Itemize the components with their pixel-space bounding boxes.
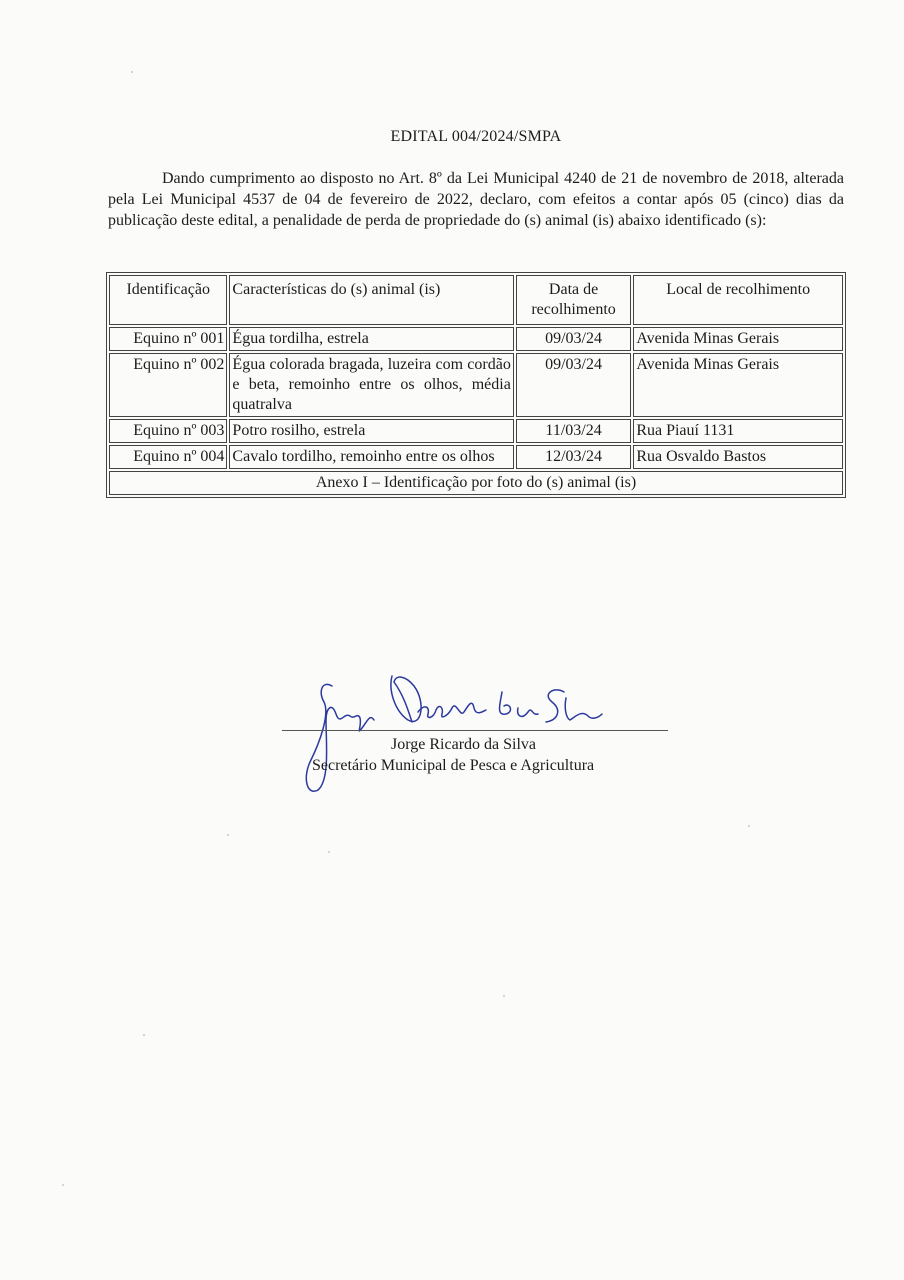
header-date-line2: recolhimento [531, 301, 616, 318]
signature-line [282, 730, 668, 731]
signatory-name: Jorge Ricardo da Silva [391, 736, 537, 753]
header-identification: Identificação [109, 275, 227, 325]
signature-stroke [391, 676, 421, 722]
signature-stroke [500, 692, 539, 716]
header-location: Local de recolhimento [633, 275, 843, 325]
cell-date: 09/03/24 [516, 327, 632, 351]
scan-speck [143, 1034, 145, 1036]
document-title: EDITAL 004/2024/SMPA [390, 128, 562, 145]
scan-speck [328, 851, 330, 853]
cell-location: Avenida Minas Gerais [633, 353, 843, 417]
cell-id: Equino nº 003 [109, 419, 227, 443]
table-row [109, 327, 843, 351]
table-header-row [109, 275, 843, 325]
signature-stroke [418, 703, 486, 717]
cell-description: Potro rosilho, estrela [229, 419, 513, 443]
cell-date: 09/03/24 [516, 353, 632, 417]
signature-stroke [306, 684, 374, 791]
table-row [109, 445, 843, 469]
cell-description: Égua colorada bragada, luzeira com cordão e beta, remoinho entre os olhos, média quatralva [229, 353, 513, 417]
cell-id: Equino nº 002 [109, 353, 227, 417]
scan-speck [748, 825, 750, 827]
table-row [109, 353, 843, 417]
cell-location: Rua Osvaldo Bastos [633, 445, 843, 469]
cell-location: Rua Piauí 1131 [633, 419, 843, 443]
cell-date: 12/03/24 [516, 445, 632, 469]
header-characteristics: Características do (s) animal (is) [229, 275, 513, 325]
table-row [109, 419, 843, 443]
signatory-role: Secretário Municipal de Pesca e Agricultura [312, 757, 595, 774]
scan-speck [62, 1184, 64, 1186]
cell-id: Equino nº 001 [109, 327, 227, 351]
cell-description: Cavalo tordilho, remoinho entre os olhos [229, 445, 513, 469]
animals-table [106, 272, 846, 498]
intro-paragraph: Dando cumprimento ao disposto no Art. 8º da Lei Municipal 4240 de 21 de novembro de 2018, alterada pela Lei Municipal 4537 de 04 de fevereiro de 2022, declaro, com efeitos a contar após 05 (cinco) dias da publicação deste edital, a penalidade de perda de propriedade do (s) animal (is) abaixo identificado (s): [108, 170, 844, 229]
signature-icon [296, 662, 616, 802]
signature-stroke [546, 690, 602, 722]
scan-speck [227, 834, 229, 836]
header-date-line1: Data de [548, 281, 599, 298]
cell-date: 11/03/24 [516, 419, 632, 443]
scan-speck [503, 995, 505, 997]
cell-location: Avenida Minas Gerais [633, 327, 843, 351]
annex-row [109, 471, 843, 495]
header-date [516, 275, 632, 325]
cell-id: Equino nº 004 [109, 445, 227, 469]
annex-cell: Anexo I – Identificação por foto do (s) animal (is) [109, 471, 843, 495]
scan-speck [131, 71, 133, 73]
cell-description: Égua tordilha, estrela [229, 327, 513, 351]
